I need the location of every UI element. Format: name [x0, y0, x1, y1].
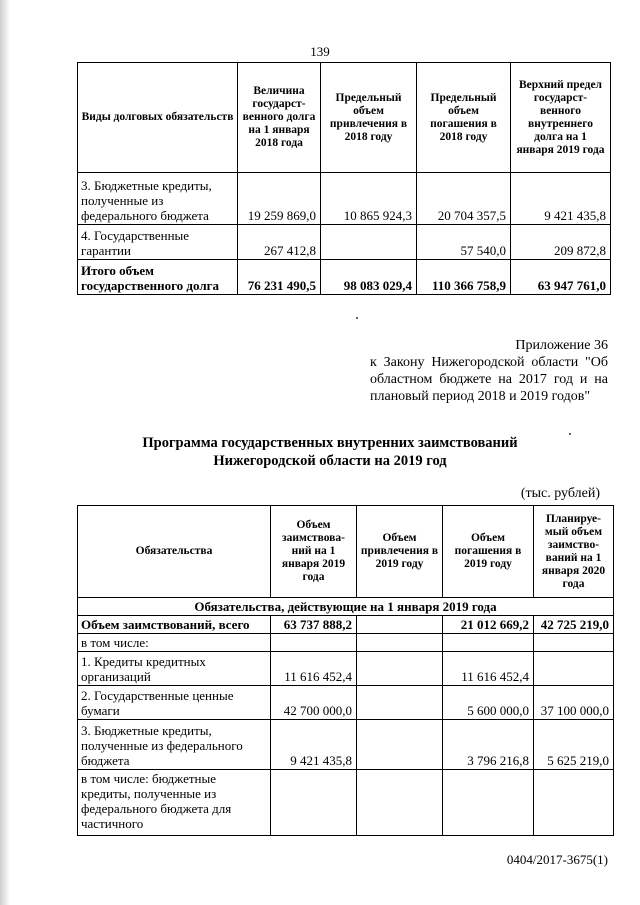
cell-value	[357, 686, 443, 720]
cell-value	[443, 634, 534, 652]
cell-value: 76 231 490,5	[238, 260, 321, 295]
debt-table-header-row	[78, 63, 611, 173]
cell-value	[271, 634, 357, 652]
table-row	[78, 652, 614, 686]
cell-value: 10 865 924,3	[321, 173, 417, 225]
cell-value	[534, 652, 614, 686]
table-row	[78, 720, 614, 770]
program-header-repayment-2019: Объем погашения в 2019 году	[443, 506, 534, 598]
program-title-line2: Нижегородской области на 2019 год	[213, 453, 447, 469]
cell-value: 5 600 000,0	[443, 686, 534, 720]
cell-value: 37 100 000,0	[534, 686, 614, 720]
cell-value: 42 700 000,0	[271, 686, 357, 720]
row-label: 1. Кредиты кредитных организаций	[78, 652, 271, 686]
cell-value: 21 012 669,2	[443, 616, 534, 634]
cell-value: 9 421 435,8	[511, 173, 611, 225]
cell-value: 11 616 452,4	[271, 652, 357, 686]
program-header-obligations: Обязательства	[78, 506, 271, 598]
table-row	[78, 770, 614, 836]
page-number: 139	[310, 44, 330, 59]
appendix-note	[370, 337, 608, 405]
row-label: 3. Бюджетные кредиты, полученные из федерального бюджета	[78, 173, 238, 225]
cell-value: 98 083 029,4	[321, 260, 417, 295]
program-header-borrowing-2019: Объем привлечения в 2019 году	[357, 506, 443, 598]
scan-speck	[569, 433, 571, 435]
cell-value: 110 366 758,9	[417, 260, 511, 295]
cell-value: 42 725 219,0	[534, 616, 614, 634]
table-row	[78, 173, 611, 225]
row-label: 4. Государственные гарантии	[78, 225, 238, 260]
row-label: 2. Государственные ценные бумаги	[78, 686, 271, 720]
cell-value	[271, 770, 357, 836]
row-label: в том числе:	[78, 634, 271, 652]
debt-header-type: Виды долговых обязательств	[78, 63, 238, 173]
debt-header-borrowing-2018: Предельный объем привлечения в 2018 году	[321, 63, 417, 173]
cell-value: 63 737 888,2	[271, 616, 357, 634]
appendix-text: к Закону Нижегородской области "Об областном бюджете на 2017 год и на плановый период 2018 и 2019 годов"	[370, 355, 608, 404]
cell-value	[357, 616, 443, 634]
appendix-title: Приложение 36	[515, 338, 608, 353]
debt-header-amount-2018: Величина государст-венного долга на 1 января 2018 года	[238, 63, 321, 173]
cell-value: 3 796 216,8	[443, 720, 534, 770]
cell-value	[534, 770, 614, 836]
cell-value	[534, 634, 614, 652]
debt-header-repayment-2018: Предельный объем погашения в 2018 году	[417, 63, 511, 173]
cell-value	[321, 225, 417, 260]
cell-value	[357, 770, 443, 836]
scan-edge-shadow	[0, 0, 10, 905]
cell-value: 5 625 219,0	[534, 720, 614, 770]
program-header-volume-2019: Объем заимствова-ний на 1 января 2019 года	[271, 506, 357, 598]
cell-value: 209 872,8	[511, 225, 611, 260]
scan-speck	[356, 317, 358, 319]
debt-table	[77, 62, 611, 295]
cell-value: 11 616 452,4	[443, 652, 534, 686]
cell-value: 63 947 761,0	[511, 260, 611, 295]
table-row	[78, 686, 614, 720]
table-row	[78, 634, 614, 652]
document-code: 0404/2017-3675(1)	[506, 852, 608, 867]
cell-value: 57 540,0	[417, 225, 511, 260]
table-row	[78, 225, 611, 260]
cell-value: 19 259 869,0	[238, 173, 321, 225]
program-header-planned-2020: Планируе-мый объем заимство-ваний на 1 января 2020 года	[534, 506, 614, 598]
borrowing-program-table	[77, 505, 614, 836]
cell-value	[357, 720, 443, 770]
cell-value: 20 704 357,5	[417, 173, 511, 225]
cell-value: 267 412,8	[238, 225, 321, 260]
cell-value	[357, 652, 443, 686]
row-label: Итого объем государственного долга	[78, 260, 238, 295]
table-row-total	[78, 260, 611, 295]
row-label: 3. Бюджетные кредиты, полученные из федерального бюджета	[78, 720, 271, 770]
program-title-line1: Программа государственных внутренних заимствований	[142, 435, 518, 451]
program-section-band	[78, 598, 614, 616]
section-heading: Обязательства, действующие на 1 января 2019 года	[78, 598, 614, 616]
cell-value: 9 421 435,8	[271, 720, 357, 770]
debt-header-limit-2019: Верхний предел государст-венного внутреннего долга на 1 января 2019 года	[511, 63, 611, 173]
cell-value	[443, 770, 534, 836]
row-label: Объем заимствований, всего	[78, 616, 271, 634]
table-row-total	[78, 616, 614, 634]
row-label: в том числе: бюджетные кредиты, полученные из федерального бюджета для частичного	[78, 770, 271, 836]
units-label: (тыс. рублей)	[520, 486, 600, 501]
program-title	[100, 434, 560, 470]
cell-value	[357, 634, 443, 652]
program-table-header-row	[78, 506, 614, 598]
